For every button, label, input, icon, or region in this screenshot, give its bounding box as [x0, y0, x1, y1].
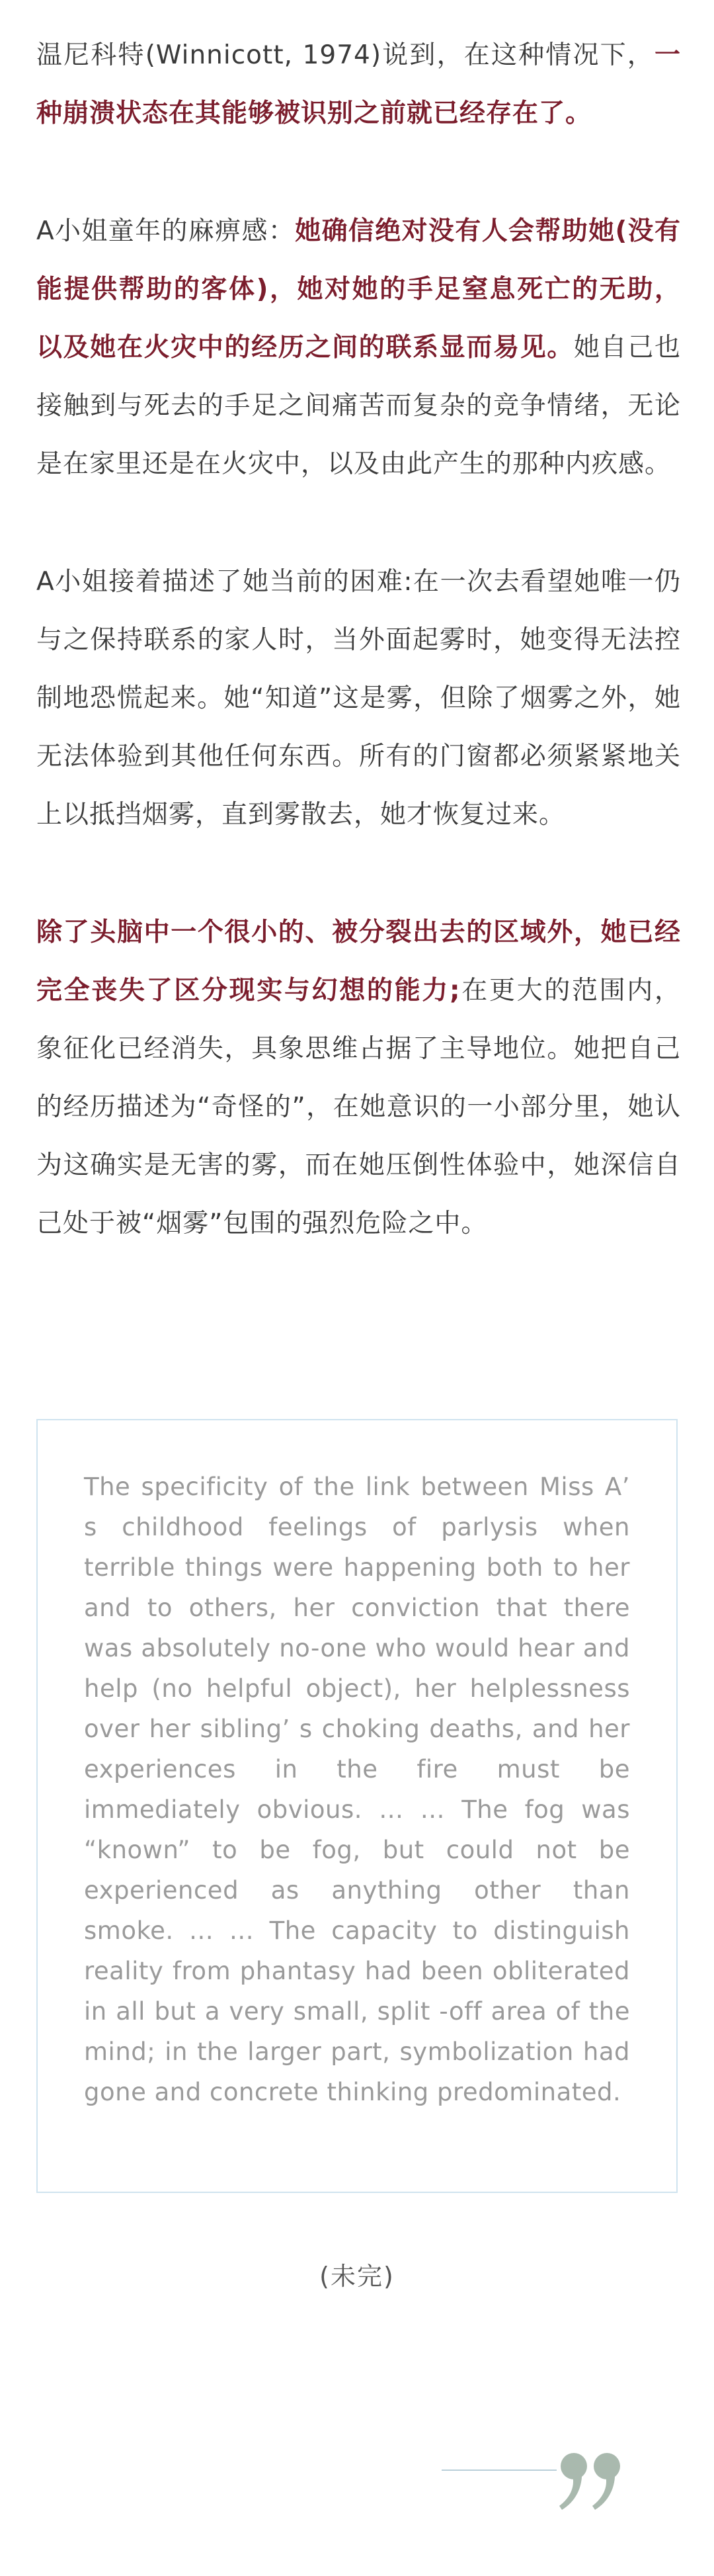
highlight-text: 一种崩溃状态在其能够被识别之前就已经存在了。: [36, 40, 681, 128]
paragraph-lead: A小姐童年的麻痹感：: [36, 216, 296, 246]
paragraph-fog-panic: [36, 553, 681, 844]
to-be-continued-label: (未完): [319, 2262, 395, 2291]
highlight-text: 她确信绝对没有人会帮助她(没有能提供帮助的客体)，她对她的手足窒息死亡的无助，以及她在火灾中的经历之间的联系显而易见。: [36, 216, 681, 363]
highlight-text: 除了头脑中一个很小的、被分裂出去的区域外，她已经完全丧失了区分现实与幻想的能力;: [36, 918, 681, 1006]
closing-quote-icon: [555, 2441, 628, 2520]
paragraph-winnicott: [36, 26, 681, 143]
english-quote-text: The specificity of the link between Miss A’ s childhood feelings of parlysis when terrible things were happening both to her and to others, her conviction that there was absolutely no-one who would hear and help (no helpful object), her helplessness over her sibling’ s choking deaths, and her experiences in the fire must be immediately obvious. … … The fog was “known” to be fog, but could not be experienced as anything other than smoke. … … The capacity to distinguish reality from phantasy had been obliterated in all but a very small, split -off area of the mind; in the larger part, symbolization had gone and concrete thinking predominated.: [84, 1473, 630, 2106]
english-quote-box: [36, 1419, 678, 2193]
paragraph-reality-phantasy: [36, 904, 681, 1253]
paragraph-childhood-paralysis: [36, 202, 681, 494]
paragraph-text: 她自己也接触到与死去的手足之间痛苦而复杂的竞争情绪，无论是在家里还是在火灾中，以及由此产生的那种内疚感。: [36, 333, 681, 479]
end-divider: [442, 2469, 557, 2471]
article-body: [36, 26, 681, 1253]
paragraph-text: A小姐接着描述了她当前的困难:在一次去看望她唯一仍与之保持联系的家人时，当外面起雾时，她变得无法控制地恐慌起来。她“知道”这是雾，但除了烟雾之外，她无法体验到其他任何东西。所有的门窗都必须紧紧地关上以抵挡烟雾，直到雾散去，她才恢复过来。: [36, 567, 681, 830]
paragraph-text: 在更大的范围内，象征化已经消失，具象思维占据了主导地位。她把自己的经历描述为“奇怪的”，在她意识的一小部分里，她认为这确实是无害的雾，而在她压倒性体验中，她深信自己处于被“烟雾”包围的强烈危险之中。: [36, 976, 681, 1238]
paragraph-text: 温尼科特(Winnicott, 1974)说到，在这种情况下，: [36, 40, 654, 70]
